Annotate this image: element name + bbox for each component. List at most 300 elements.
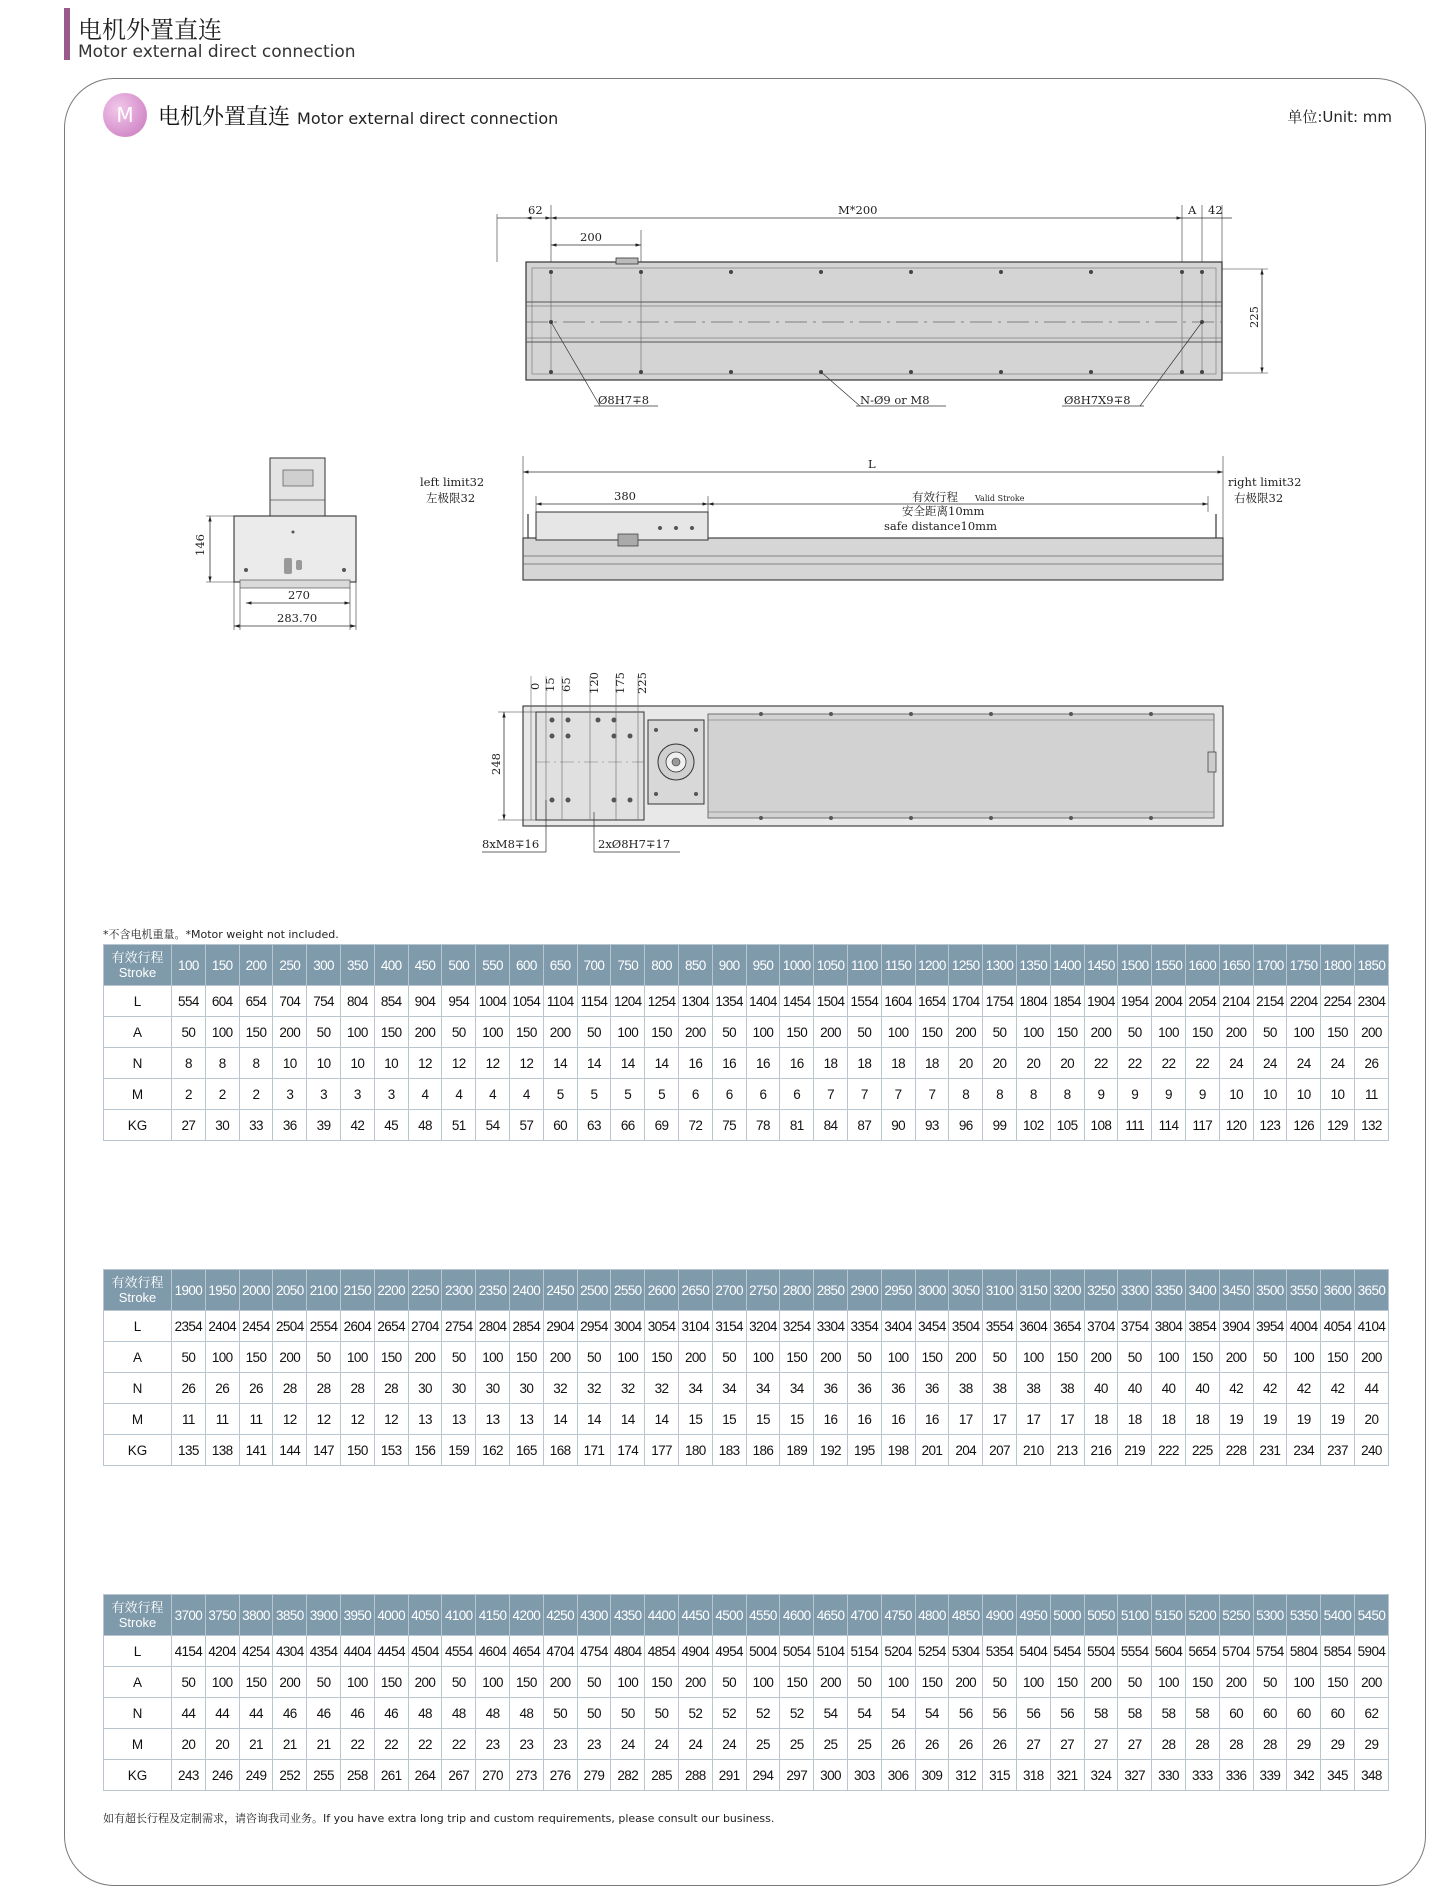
table-cell: 2354 [172,1311,206,1342]
table-cell: 276 [543,1760,577,1791]
table-cell: 213 [1050,1435,1084,1466]
table-cell: 28 [1219,1729,1253,1760]
table-cell: 147 [307,1435,341,1466]
table-cell: 3704 [1084,1311,1118,1342]
header-title-cn: 电机外置直连 [78,16,222,44]
table-cell: 22 [1185,1048,1219,1079]
table-cell: 100 [1152,1667,1186,1698]
stroke-value: 4300 [577,1595,611,1636]
table-cell: 4404 [340,1636,374,1667]
table-cell: 1404 [746,986,780,1017]
dim-L: L [868,457,876,471]
stroke-value: 2250 [408,1270,442,1311]
table-cell: 26 [205,1373,239,1404]
table-cell: 90 [881,1110,915,1141]
table-cell: 40 [1185,1373,1219,1404]
table-cell: 29 [1321,1729,1355,1760]
table-cell: 100 [746,1667,780,1698]
table-cell: 54 [915,1698,949,1729]
table-cell: 100 [611,1342,645,1373]
table-cell: 14 [645,1048,679,1079]
table-cell: 150 [1185,1017,1219,1048]
table-cell: 5504 [1084,1636,1118,1667]
stroke-value: 4650 [814,1595,848,1636]
table-row-kg [104,1435,1389,1466]
stroke-value: 1150 [881,945,915,986]
table-cell: 50 [983,1017,1017,1048]
table-cell: 150 [239,1342,273,1373]
table-cell: 60 [1321,1698,1355,1729]
stroke-value: 1300 [983,945,1017,986]
table-cell: 150 [915,1017,949,1048]
table-cell: 32 [611,1373,645,1404]
table-cell: 4704 [543,1636,577,1667]
table-cell: 135 [172,1435,206,1466]
stroke-value: 5000 [1050,1595,1084,1636]
table-cell: 19 [1253,1404,1287,1435]
table-cell: 58 [1152,1698,1186,1729]
table-cell: 5104 [814,1636,848,1667]
table-cell: 50 [577,1017,611,1048]
table-cell: 4054 [1321,1311,1355,1342]
section-title-en: Motor external direct connection [297,109,559,128]
dim-42: 42 [1208,203,1223,217]
stroke-value: 1250 [949,945,983,986]
table-cell: 200 [273,1017,307,1048]
table-cell: 20 [1050,1048,1084,1079]
table-cell: 100 [205,1017,239,1048]
table-cell: 201 [915,1435,949,1466]
table-cell: 100 [746,1017,780,1048]
row-label: KG [104,1760,172,1791]
table-cell: 216 [1084,1435,1118,1466]
stroke-value: 2200 [374,1270,408,1311]
table-cell: 7 [881,1079,915,1110]
table-cell: 4954 [712,1636,746,1667]
table-cell: 3354 [847,1311,881,1342]
stroke-label-cn: 有效行程 [111,1275,164,1290]
table-cell: 150 [915,1342,949,1373]
table-cell: 18 [915,1048,949,1079]
stroke-value: 1600 [1185,945,1219,986]
stroke-value: 4350 [611,1595,645,1636]
table-cell: 17 [1016,1404,1050,1435]
table-cell: 16 [915,1404,949,1435]
table-cell: 44 [1354,1373,1388,1404]
table-cell: 26 [239,1373,273,1404]
table-cell: 100 [1287,1342,1321,1373]
table-cell: 3504 [949,1311,983,1342]
spec-table-3 [103,1594,1389,1791]
table-cell: 200 [543,1667,577,1698]
table-cell: 200 [273,1667,307,1698]
top-view [497,203,1268,407]
safe-distance-cn: 安全距离10mm [902,504,985,518]
stroke-value: 650 [543,945,577,986]
table-cell: 228 [1219,1435,1253,1466]
table-cell: 50 [442,1667,476,1698]
stroke-value: 4600 [780,1595,814,1636]
table-cell: 9 [1084,1079,1118,1110]
table-cell: 32 [577,1373,611,1404]
table-cell: 26 [949,1729,983,1760]
row-label: M [104,1729,172,1760]
table-cell: 13 [476,1404,510,1435]
table-cell: 2 [172,1079,206,1110]
table-cell: 954 [442,986,476,1017]
stroke-value: 4250 [543,1595,577,1636]
table-cell: 150 [1050,1342,1084,1373]
table-cell: 2454 [239,1311,273,1342]
table-cell: 22 [1084,1048,1118,1079]
table-cell: 150 [509,1667,543,1698]
table-cell: 7 [814,1079,848,1110]
table-cell: 207 [983,1435,1017,1466]
table-cell: 200 [1219,1667,1253,1698]
table-cell: 46 [374,1698,408,1729]
stroke-value: 500 [442,945,476,986]
stroke-en: Valid Stroke [975,494,1025,503]
stroke-value: 700 [577,945,611,986]
table-cell: 1104 [543,986,577,1017]
dim-m200: M*200 [838,203,878,217]
table-cell: 2204 [1287,986,1321,1017]
table-cell: 2954 [577,1311,611,1342]
stroke-value: 3150 [1016,1270,1050,1311]
table-cell: 3 [307,1079,341,1110]
table-cell: 34 [712,1373,746,1404]
table-cell: 32 [543,1373,577,1404]
header-title-en: Motor external direct connection [78,42,356,62]
table-cell: 200 [814,1667,848,1698]
table-cell: 2304 [1354,986,1388,1017]
table-cell: 3804 [1152,1311,1186,1342]
table-cell: 225 [1185,1435,1219,1466]
table-cell: 14 [645,1404,679,1435]
table-cell: 904 [408,986,442,1017]
table-cell: 17 [949,1404,983,1435]
table-cell: 60 [1253,1698,1287,1729]
table-cell: 81 [780,1110,814,1141]
table-cell: 27 [1084,1729,1118,1760]
table-cell: 200 [1219,1017,1253,1048]
stroke-value: 1050 [814,945,848,986]
row-label: KG [104,1110,172,1141]
table-cell: 200 [949,1342,983,1373]
table-cell: 87 [847,1110,881,1141]
table-cell: 4504 [408,1636,442,1667]
table-cell: 42 [1219,1373,1253,1404]
table-cell: 50 [983,1667,1017,1698]
table-cell: 5154 [847,1636,881,1667]
table-cell: 200 [814,1017,848,1048]
dim-283-70: 283.70 [277,611,318,625]
spec-table-1 [103,944,1389,1141]
table-cell: 297 [780,1760,814,1791]
table-cell: 159 [442,1435,476,1466]
table-cell: 1554 [847,986,881,1017]
table-row-kg [104,1760,1389,1791]
table-cell: 28 [1253,1729,1287,1760]
table-cell: 54 [476,1110,510,1141]
table-cell: 9 [1185,1079,1219,1110]
table-cell: 5604 [1152,1636,1186,1667]
stroke-value: 3750 [205,1595,239,1636]
table-cell: 40 [1084,1373,1118,1404]
table-cell: 10 [1219,1079,1253,1110]
table-cell: 50 [442,1342,476,1373]
table-cell: 3004 [611,1311,645,1342]
spec-table-2 [103,1269,1389,1466]
stroke-label [104,1270,172,1311]
table-cell: 20 [1016,1048,1050,1079]
stroke-value: 350 [340,945,374,986]
stroke-value: 400 [374,945,408,986]
table-cell: 100 [1016,1017,1050,1048]
table-cell: 18 [814,1048,848,1079]
table-cell: 6 [678,1079,712,1110]
table-cell: 150 [1185,1667,1219,1698]
stroke-value: 200 [239,945,273,986]
table-cell: 3904 [1219,1311,1253,1342]
table-cell: 39 [307,1110,341,1141]
stroke-value: 3900 [307,1595,341,1636]
table-cell: 321 [1050,1760,1084,1791]
table-cell: 4 [408,1079,442,1110]
table-cell: 50 [307,1667,341,1698]
stroke-value: 2900 [847,1270,881,1311]
row-label: L [104,986,172,1017]
table-cell: 10 [307,1048,341,1079]
table-cell: 345 [1321,1760,1355,1791]
table-cell: 604 [205,986,239,1017]
table-cell: 294 [746,1760,780,1791]
table-cell: 3 [374,1079,408,1110]
table-cell: 342 [1287,1760,1321,1791]
table-cell: 105 [1050,1110,1084,1141]
table-cell: 12 [509,1048,543,1079]
stroke-value: 2400 [509,1270,543,1311]
stroke-value: 2450 [543,1270,577,1311]
table-cell: 6 [780,1079,814,1110]
table-cell: 16 [881,1404,915,1435]
table-row-n [104,1048,1389,1079]
table-cell: 28 [340,1373,374,1404]
row-label: A [104,1667,172,1698]
table-cell: 1454 [780,986,814,1017]
table-cell: 1254 [645,986,679,1017]
table-cell: 18 [1152,1404,1186,1435]
table-cell: 4554 [442,1636,476,1667]
table-cell: 231 [1253,1435,1287,1466]
stroke-value: 900 [712,945,746,986]
table-cell: 19 [1287,1404,1321,1435]
stroke-value: 2500 [577,1270,611,1311]
table-cell: 234 [1287,1435,1321,1466]
table-cell: 4104 [1354,1311,1388,1342]
table-cell: 1804 [1016,986,1050,1017]
table-cell: 48 [509,1698,543,1729]
stroke-value: 1200 [915,945,949,986]
table-cell: 52 [678,1698,712,1729]
table-cell: 46 [340,1698,374,1729]
table-cell: 4254 [239,1636,273,1667]
stroke-label-cn: 有效行程 [111,1600,164,1615]
table-cell: 150 [780,1667,814,1698]
table-cell: 40 [1152,1373,1186,1404]
stroke-value: 800 [645,945,679,986]
table-cell: 51 [442,1110,476,1141]
table-cell: 6 [712,1079,746,1110]
table-cell: 4354 [307,1636,341,1667]
table-cell: 14 [577,1048,611,1079]
stroke-value: 5400 [1321,1595,1355,1636]
table-cell: 24 [1287,1048,1321,1079]
table-cell: 50 [645,1698,679,1729]
table-cell: 25 [847,1729,881,1760]
left-limit-cn: 左极限32 [426,491,476,505]
table-cell: 4 [442,1079,476,1110]
table-cell: 100 [881,1017,915,1048]
table-cell: 2504 [273,1311,307,1342]
stroke-value: 1800 [1321,945,1355,986]
stroke-value: 1450 [1084,945,1118,986]
table-cell: 23 [577,1729,611,1760]
table-cell: 58 [1185,1698,1219,1729]
stroke-value: 5200 [1185,1595,1219,1636]
table-cell: 8 [1050,1079,1084,1110]
table-cell: 240 [1354,1435,1388,1466]
stroke-label-en: Stroke [118,1615,157,1630]
stroke-value: 2650 [678,1270,712,1311]
table-cell: 1054 [509,986,543,1017]
table-cell: 50 [712,1667,746,1698]
table-cell: 25 [814,1729,848,1760]
table-cell: 102 [1016,1110,1050,1141]
stroke-value: 2350 [476,1270,510,1311]
table-cell: 60 [1219,1698,1253,1729]
table-cell: 28 [307,1373,341,1404]
table-cell: 100 [1287,1017,1321,1048]
table-cell: 15 [780,1404,814,1435]
technical-drawing [0,0,1440,870]
table-cell: 2704 [408,1311,442,1342]
stroke-value: 5100 [1118,1595,1152,1636]
table-cell: 200 [1084,1017,1118,1048]
table-cell: 33 [239,1110,273,1141]
table-cell: 150 [780,1017,814,1048]
table-cell: 29 [1287,1729,1321,1760]
stroke-value: 4100 [442,1595,476,1636]
table-cell: 12 [374,1404,408,1435]
table-cell: 132 [1354,1110,1388,1141]
stroke-value: 3950 [340,1595,374,1636]
table-cell: 100 [340,1342,374,1373]
table-cell: 2004 [1152,986,1186,1017]
table-row-l [104,986,1389,1017]
table-row-a [104,1017,1389,1048]
table-row-kg [104,1110,1389,1141]
table-cell: 14 [611,1048,645,1079]
table-cell: 58 [1084,1698,1118,1729]
table-cell: 14 [543,1404,577,1435]
table-cell: 1504 [814,986,848,1017]
table-cell: 4654 [509,1636,543,1667]
table-cell: 56 [1016,1698,1050,1729]
table-cell: 300 [814,1760,848,1791]
table-cell: 150 [1321,1667,1355,1698]
table-cell: 200 [543,1017,577,1048]
table-cell: 150 [1185,1342,1219,1373]
stroke-value: 2000 [239,1270,273,1311]
row-label: M [104,1404,172,1435]
stroke-value: 4500 [712,1595,746,1636]
table-cell: 1004 [476,986,510,1017]
stroke-value: 4800 [915,1595,949,1636]
table-cell: 150 [645,1667,679,1698]
table-cell: 50 [577,1342,611,1373]
table-cell: 16 [678,1048,712,1079]
footer-note: 如有超长行程及定制需求，请咨询我司业务。If you have extra long trip and custom requirements, please consult our business. [103,1812,775,1825]
stroke-value: 4200 [509,1595,543,1636]
table-cell: 28 [1185,1729,1219,1760]
table-cell: 3854 [1185,1311,1219,1342]
table-cell: 150 [509,1342,543,1373]
table-cell: 24 [611,1729,645,1760]
table-cell: 12 [408,1048,442,1079]
table-cell: 27 [172,1110,206,1141]
table-cell: 99 [983,1110,1017,1141]
table-cell: 48 [408,1698,442,1729]
table-cell: 144 [273,1435,307,1466]
table-cell: 4454 [374,1636,408,1667]
dim-120: 120 [587,672,601,694]
table-cell: 21 [307,1729,341,1760]
table-cell: 24 [1321,1048,1355,1079]
unit-label: 单位:Unit: mm [1287,108,1392,126]
table-cell: 100 [476,1667,510,1698]
stroke-value: 5350 [1287,1595,1321,1636]
stroke-value: 4550 [746,1595,780,1636]
stroke-value: 4900 [983,1595,1017,1636]
table-cell: 5054 [780,1636,814,1667]
table-cell: 46 [307,1698,341,1729]
table-cell: 2804 [476,1311,510,1342]
table-cell: 50 [172,1667,206,1698]
table-cell: 4754 [577,1636,611,1667]
table-cell: 5254 [915,1636,949,1667]
table-cell: 18 [1185,1404,1219,1435]
table-cell: 318 [1016,1760,1050,1791]
table-cell: 200 [949,1667,983,1698]
table-cell: 13 [408,1404,442,1435]
table-cell: 11 [1354,1079,1388,1110]
table-cell: 1854 [1050,986,1084,1017]
table-cell: 23 [509,1729,543,1760]
table-cell: 2104 [1219,986,1253,1017]
table-cell: 36 [847,1373,881,1404]
table-cell: 52 [780,1698,814,1729]
table-cell: 4004 [1287,1311,1321,1342]
table-cell: 327 [1118,1760,1152,1791]
table-cell: 18 [1084,1404,1118,1435]
table-cell: 5204 [881,1636,915,1667]
table-cell: 1654 [915,986,949,1017]
table-cell: 100 [1152,1017,1186,1048]
table-cell: 261 [374,1760,408,1791]
stroke-value: 2150 [340,1270,374,1311]
stroke-value: 1900 [172,1270,206,1311]
